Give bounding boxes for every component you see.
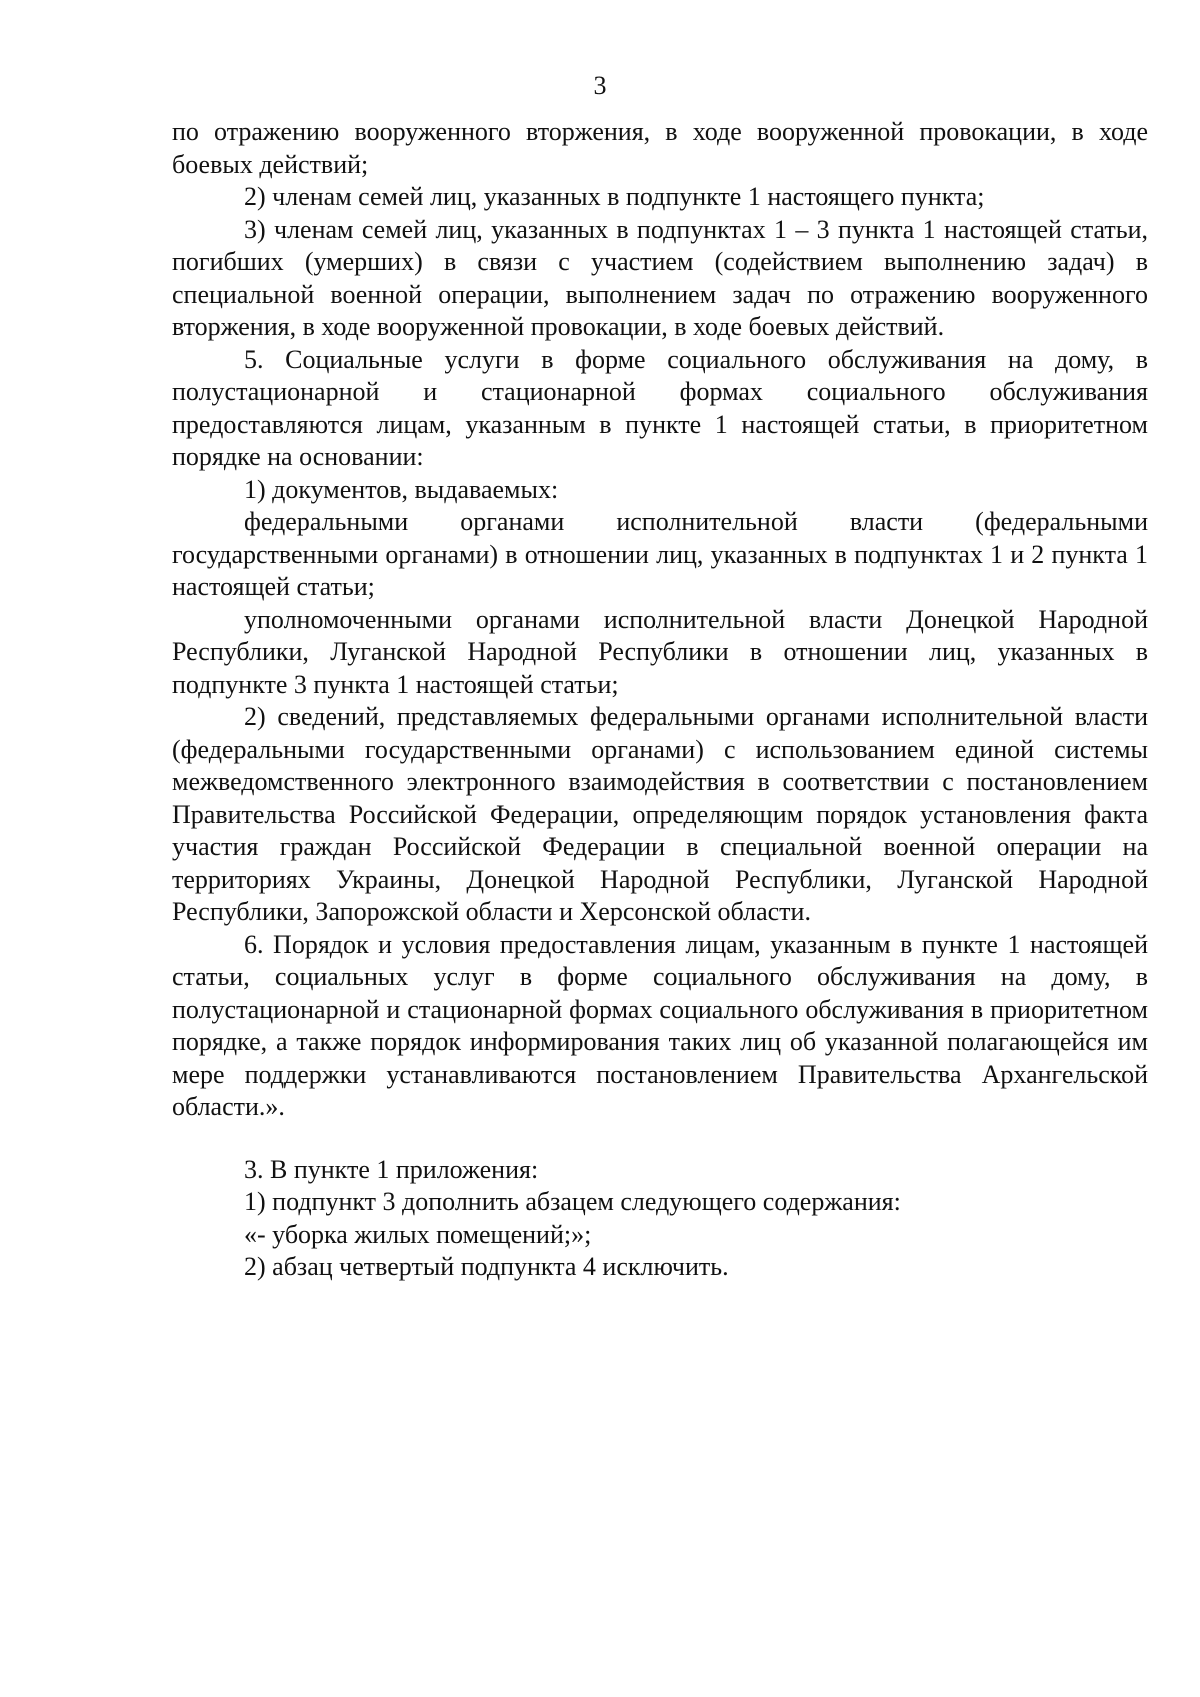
paragraph-continuation: по отражению вооруженного вторжения, в ходе вооруженной провокации, в ходе боевых действий;	[172, 117, 1148, 179]
paragraph-item-5: 5. Социальные услуги в форме социального обслуживания на дому, в полустационарной и стационарной формах социального обслуживания предоставляются лицам, указанным в пункте 1 настоящей статьи, в приоритетном порядке на основании:	[172, 344, 1148, 471]
document-body	[172, 116, 1148, 1284]
paragraph-information: 2) сведений, представляемых федеральными органами исполнительной власти (федеральными государственными органами) с использованием единой системы межведомственного электронного взаимодействия в соответствии с постановлением Правительства Российской Федерации, определяющим порядок установления факта участия граждан Российской Федерации в специальной военной операции на территориях Украины, Донецкой Народной Республики, Луганской Народной Республики, Запорожской области и Херсонской области.	[172, 702, 1148, 926]
section-gap	[172, 1124, 1148, 1154]
page-number: 3	[593, 71, 607, 100]
paragraph-item-6: 6. Порядок и условия предоставления лицам, указанным в пункте 1 настоящей статьи, социальных услуг в форме социального обслуживания на дому, в полустационарной и стационарной формах социального обслуживания в приоритетном порядке, а также порядок информирования таких лиц об указанной полагающейся им мере поддержки устанавливаются постановлением Правительства Архангельской области.».	[172, 929, 1148, 1121]
paragraph-federal-bodies: федеральными органами исполнительной власти (федеральными государственными органами) в отношении лиц, указанных в подпунктах 1 и 2 пункта 1 настоящей статьи;	[172, 507, 1148, 601]
paragraph-documents: 1) документов, выдаваемых:	[244, 474, 559, 504]
amendment-heading: 3. В пункте 1 приложения:	[244, 1154, 539, 1184]
amendment-item-1: 1) подпункт 3 дополнить абзацем следующего содержания:	[244, 1187, 901, 1216]
paragraph-authorized-bodies: уполномоченными органами исполнительной власти Донецкой Народной Республики, Луганской Народной Республики в отношении лиц, указанных в подпункте 3 пункта 1 настоящей статьи;	[172, 604, 1148, 699]
amendment-item-2: 2) абзац четвертый подпункта 4 исключить.	[244, 1252, 729, 1281]
paragraph-subitem-3: 3) членам семей лиц, указанных в подпунктах 1 – 3 пункта 1 настоящей статьи, погибших (умерших) в связи с участием (содействием выполнению задач) в специальной военной операции, выполнением задач по отражению вооруженного вторжения, в ходе вооруженной провокации, в ходе боевых действий.	[172, 214, 1148, 341]
amendment-quote: «- уборка жилых помещений;»;	[244, 1219, 592, 1249]
paragraph-subitem-2: 2) членам семей лиц, указанных в подпункте 1 настоящего пункта;	[244, 182, 985, 211]
